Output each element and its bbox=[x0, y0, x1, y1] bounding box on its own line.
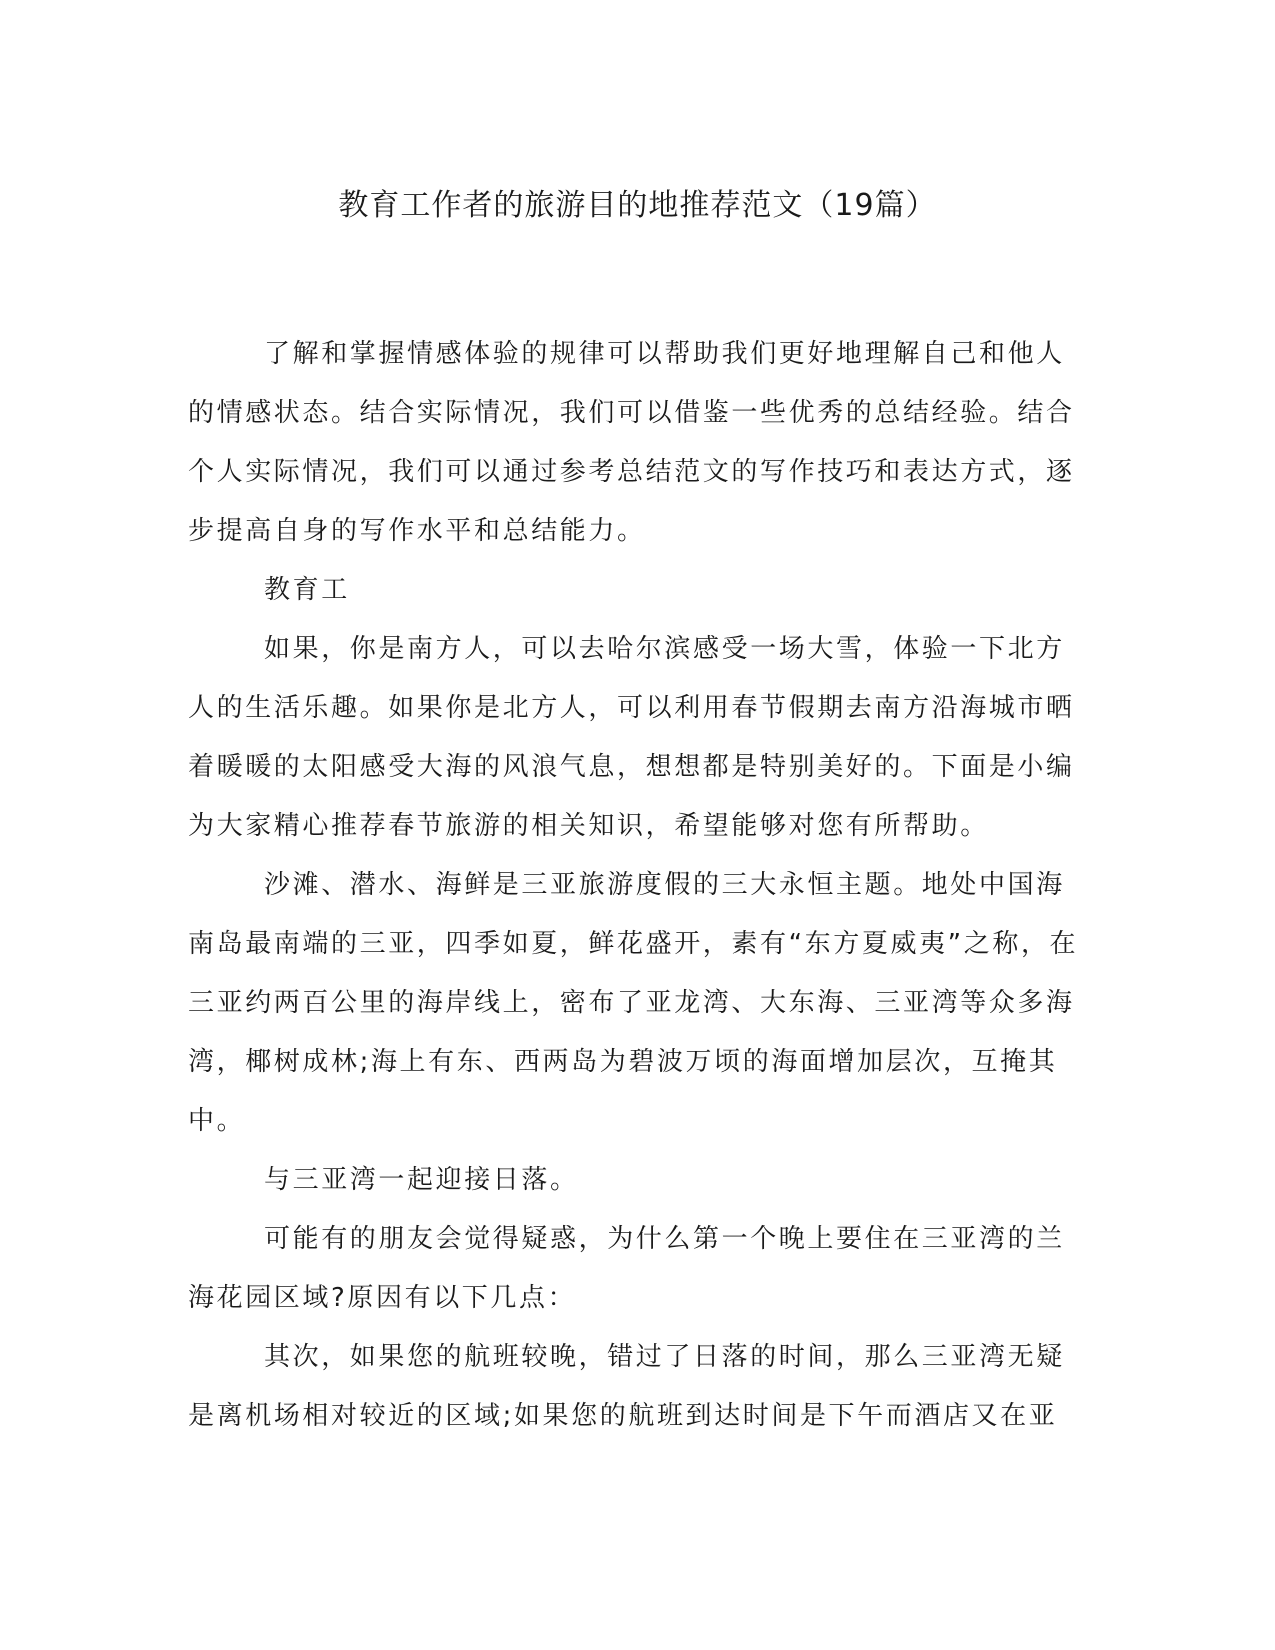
paragraph-intro: 了解和掌握情感体验的规律可以帮助我们更好地理解自己和他人的情感状态。结合实际情况，我们可以借鉴一些优秀的总结经验。结合个人实际情况，我们可以通过参考总结范文的写作技巧和表达方式，逐步提高自身的写作水平和总结能力。 bbox=[188, 339, 1075, 546]
document-body bbox=[188, 325, 1088, 1446]
paragraph-sunset: 与三亚湾一起迎接日落。 bbox=[264, 1165, 579, 1195]
paragraph-question: 可能有的朋友会觉得疑惑，为什么第一个晚上要住在三亚湾的兰海花园区域?原因有以下几点： bbox=[188, 1224, 1065, 1313]
document-title: 教育工作者的旅游目的地推荐范文（19篇） bbox=[338, 188, 937, 223]
paragraph-heading-fragment: 教育工 bbox=[264, 575, 350, 605]
paragraph-reasons: 其次，如果您的航班较晚，错过了日落的时间，那么三亚湾无疑是离机场相对较近的区域;如果您的航班到达时间是下午而酒店又在亚 bbox=[188, 1342, 1065, 1431]
paragraph-spring-festival-travel: 如果，你是南方人，可以去哈尔滨感受一场大雪，体验一下北方人的生活乐趣。如果你是北方人，可以利用春节假期去南方沿海城市晒着暖暖的太阳感受大海的风浪气息，想想都是特别美好的。下面是小编为大家精心推荐春节旅游的相关知识，希望能够对您有所帮助。 bbox=[188, 634, 1075, 841]
paragraph-sanya-intro: 沙滩、潜水、海鲜是三亚旅游度假的三大永恒主题。地处中国海南岛最南端的三亚，四季如夏，鲜花盛开，素有“东方夏威夷”之称，在三亚约两百公里的海岸线上，密布了亚龙湾、大东海、三亚湾等众多海湾，椰树成林;海上有东、西两岛为碧波万顷的海面增加层次，互掩其中。 bbox=[188, 870, 1079, 1136]
